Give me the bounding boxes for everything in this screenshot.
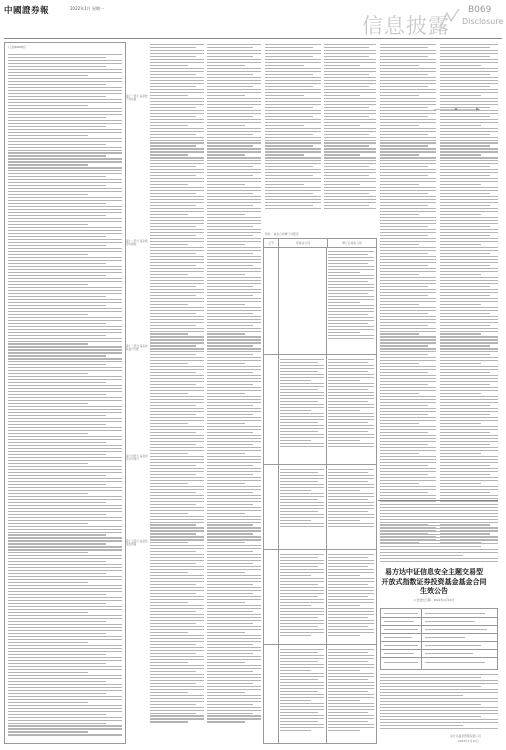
text-column-6 (380, 44, 436, 545)
section-name: Disclosure (462, 17, 504, 26)
text-column-lower (380, 504, 498, 564)
table-header-chapter: 章节 (264, 239, 279, 247)
text-column-4-upper (265, 44, 321, 211)
amendment-table-caption: 附件：基金合同修订对照表 (265, 232, 299, 236)
newspaper-masthead: 中國證券報 (4, 6, 50, 16)
table-cell-original-3 (280, 469, 324, 529)
left-text-body (5, 51, 125, 740)
table-cell-revised-3 (328, 469, 374, 529)
table-cell-revised-4 (328, 554, 374, 638)
header-rule (4, 38, 502, 39)
table-cell-original-5 (280, 649, 324, 733)
text-column-3 (207, 44, 261, 724)
table-header-original: 原基金合同 (279, 239, 328, 247)
table-cell-revised-5 (328, 649, 374, 733)
notice-body-text (380, 674, 498, 731)
text-column-7 (440, 44, 498, 545)
left-text-column (4, 42, 126, 744)
notice-title-line-1: 易方达中证信息安全主题交易型 (385, 567, 483, 576)
section-label-4: 第十四部分 基金的会计与审计 (126, 455, 148, 462)
notice-divider (378, 500, 498, 501)
amendment-table (263, 238, 377, 744)
issue-date: 2022年1月 星期一 (70, 6, 104, 11)
notice-title-line-3: 生效公告 (420, 586, 448, 595)
table-header-row (264, 239, 376, 248)
section-brand: 信息披露 (362, 14, 450, 38)
section-label-1: 第十一部分 基金财产的估值 (126, 95, 148, 102)
section-label-3: 第十三部分 基金的收益与分配 (126, 345, 148, 352)
continued-label: (上接B068版) (8, 45, 26, 49)
notice-title-block (372, 567, 496, 602)
page-number: B069 (468, 5, 492, 15)
table-cell-revised-2 (328, 359, 374, 449)
table-header-revised: 修订后基金合同 (342, 241, 362, 245)
notice-info-table (380, 608, 498, 670)
brand-graphic-icon (437, 7, 463, 33)
table-cell-original-2 (280, 359, 324, 449)
text-column-5-upper (324, 44, 376, 211)
section-label-2: 第十二部分 基金费用与税收 (126, 240, 148, 247)
footer-company: 易方达基金管理有限公司 (450, 734, 481, 738)
text-column-2 (150, 44, 204, 724)
table-cell-original-4 (280, 554, 324, 638)
section-label-5: 第十五部分 基金的信息披露 (126, 540, 148, 547)
table-cell-revised-1 (328, 251, 374, 341)
notice-title-line-2: 开放式指数证券投资基金基金合同 (381, 576, 487, 586)
notice-publish-date: 公告送出日期：2022年1月10日 (413, 597, 455, 602)
footer-date: 2022年1月10日 (458, 739, 479, 743)
